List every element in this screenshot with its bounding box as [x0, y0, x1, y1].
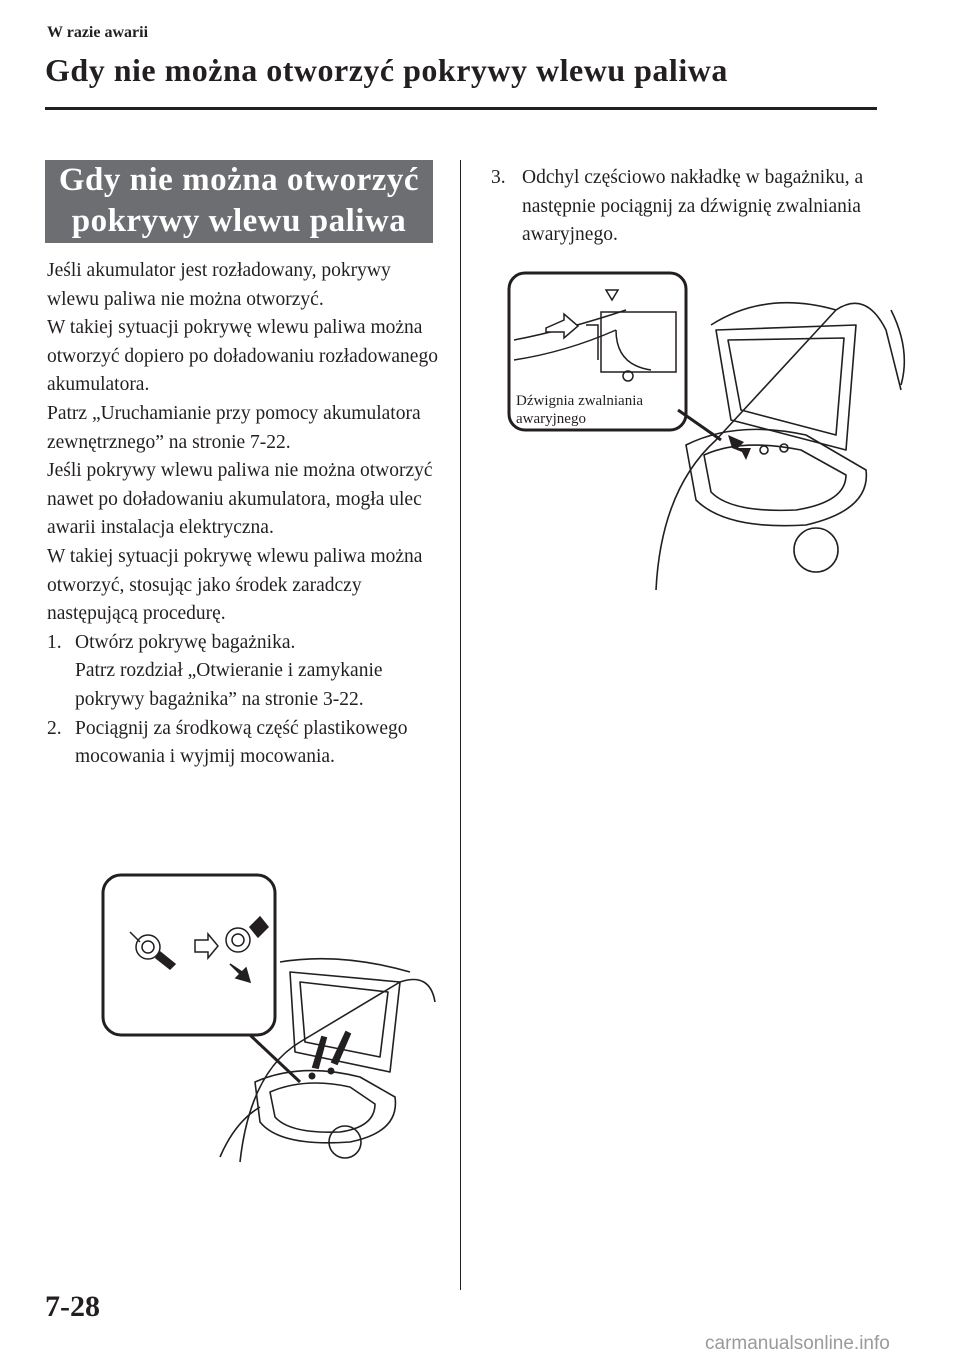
trunk-release-lever-illustration [506, 270, 926, 600]
paragraph-battery: Jeśli akumulator jest rozładowany, pokrywy wlewu paliwa nie można otworzyć. [47, 260, 391, 310]
left-column [47, 257, 447, 772]
section-heading-line-2: pokrywy wlewu paliwa [71, 203, 407, 239]
step-2 [47, 715, 447, 772]
figure-label-line-1: Dźwignia zwalniania [516, 393, 644, 409]
step-text: Odchyl częściowo nakładkę w bagażniku, a następnie pociągnij za dźwignię zwalniania awaryjnego. [522, 167, 864, 246]
paragraph-recharge: W takiej sytuacji pokrywę wlewu paliwa można otworzyć dopiero po doładowaniu rozładowanego akumulatora. [47, 317, 438, 396]
paragraph-procedure: W takiej sytuacji pokrywę wlewu paliwa można otworzyć, stosując jako środek zaradczy następującą procedurę. [47, 545, 423, 625]
paragraph-reference: Patrz „Uruchamianie przy pomocy akumulatora zewnętrznego” na stronie 7-22. [47, 402, 421, 453]
footer-watermark-url: carmanualsonline.info [705, 1333, 890, 1354]
section-label: W razie awarii [47, 24, 149, 41]
step-text: Otwórz pokrywę bagażnika. [75, 631, 296, 653]
step-text: Pociągnij za środkową część plastikowego mocowania i wyjmij mocowania. [75, 717, 408, 768]
column-divider [460, 160, 461, 1290]
page-title: Gdy nie można otworzyć pokrywy wlewu paliwa [45, 52, 728, 88]
section-heading-line-1: Gdy nie można otworzyć [58, 162, 420, 198]
step-number: 2. [47, 717, 62, 739]
step-subtext: Patrz rozdział „Otwieranie i zamykanie pokrywy bagażnika” na stronie 3-22. [75, 660, 383, 710]
step-number: 1. [47, 631, 62, 653]
section-heading [45, 160, 433, 243]
step-number: 3. [491, 167, 506, 188]
figure-label-line-2: awaryjnego [516, 411, 586, 427]
right-column [491, 164, 891, 250]
page-number: 7-28 [45, 1290, 100, 1323]
paragraph-electrical: Jeśli pokrywy wlewu paliwa nie można otworzyć nawet po doładowaniu akumulatora, mogła ulec awarii instalacja elektryczna. [47, 460, 433, 539]
step-3 [491, 164, 891, 250]
title-rule [45, 107, 877, 110]
step-1 [47, 629, 447, 715]
trunk-fastener-illustration [100, 872, 440, 1172]
